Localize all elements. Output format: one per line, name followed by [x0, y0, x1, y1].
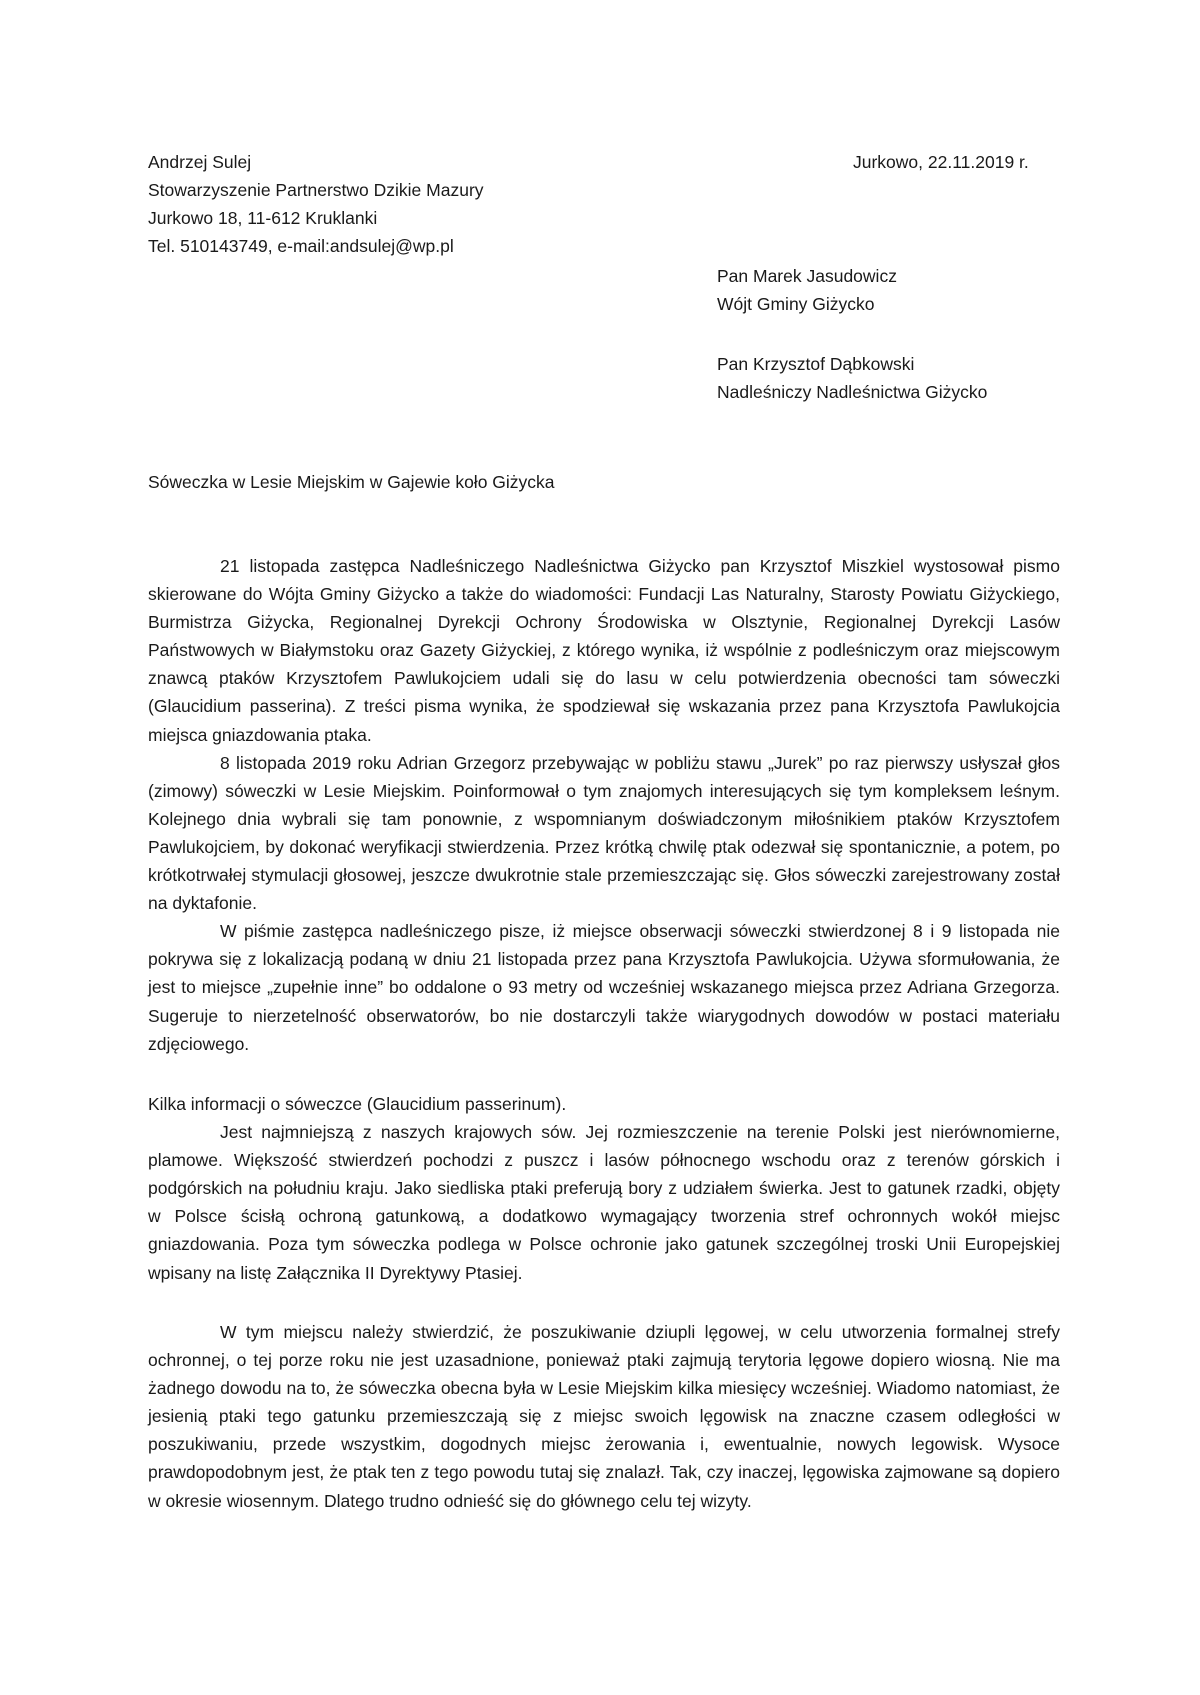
- sender-contact: Tel. 510143749, e-mail:andsulej@wp.pl: [148, 236, 454, 256]
- sender-name: Andrzej Sulej: [148, 152, 252, 172]
- sender-address: Jurkowo 18, 11-612 Kruklanki: [148, 208, 378, 228]
- body-paragraph-1: 21 listopada zastępca Nadleśniczego Nadleśnictwa Giżycko pan Krzysztof Miszkiel wystosował pismo skierowane do Wójta Gminy Giżycko a także do wiadomości: Fundacji Las Naturalny, Starosty Powiatu Giżyckiego, Burmistrza Giżycka, Regionalnej Dyrekcji Ochrony Środowiska w Olsztynie, Regionalnej Dyrekcji Lasów Państwowych w Białymstoku oraz Gazety Giżyckiej, z którego wynika, iż wspólnie z podleśniczym oraz miejscowym znawcą ptaków Krzysztofem Pawlukojciem udali się do lasu w celu potwierdzenia obecności tam sóweczki (Glaucidium passerina). Z treści pisma wynika, że spodziewał się wskazania przez pana Krzysztofa Pawlukojcia miejsca gniazdowania ptaka.: [148, 556, 1060, 745]
- letter-subject: Sóweczka w Lesie Miejskim w Gajewie koło Giżycka: [148, 472, 555, 492]
- body-section-3: [148, 1318, 1060, 1515]
- recipient-1: [717, 262, 897, 318]
- place-date: Jurkowo, 22.11.2019 r.: [853, 152, 1029, 172]
- recipient-title: Wójt Gminy Giżycko: [717, 294, 875, 314]
- recipient-name: Pan Marek Jasudowicz: [717, 266, 897, 286]
- body-section-1: [148, 552, 1060, 1058]
- recipient-title: Nadleśniczy Nadleśnictwa Giżycko: [717, 382, 988, 402]
- sender-organization: Stowarzyszenie Partnerstwo Dzikie Mazury: [148, 180, 484, 200]
- body-paragraph-4: Jest najmniejszą z naszych krajowych sów. Jej rozmieszczenie na terenie Polski jest nierównomierne, plamowe. Większość stwierdzeń pochodzi z puszcz i lasów północnego wschodu oraz z terenów górskich i podgórskich na południu kraju. Jako siedliska ptaki preferują bory z udziałem świerka. Jest to gatunek rzadki, objęty w Polsce ścisłą ochroną gatunkową, a dodatkowo wymagający tworzenia stref ochronnych wokół miejsc gniazdowania. Poza tym sóweczka podlega w Polsce ochronie jako gatunek szczególnej troski Unii Europejskiej wpisany na listę Załącznika II Dyrektywy Ptasiej.: [148, 1122, 1060, 1283]
- body-paragraph-3: W piśmie zastępca nadleśniczego pisze, iż miejsce obserwacji sóweczki stwierdzonej 8 i 9 listopada nie pokrywa się z lokalizacją podaną w dniu 21 listopada przez pana Krzysztofa Pawlukojcia. Używa sformułowania, że jest to miejsce „zupełnie inne” bo oddalone o 93 metry od wcześniej wskazanego miejsca przez Adriana Grzegorza. Sugeruje to nierzetelność obserwatorów, bo nie dostarczyli także wiarygodnych dowodów w postaci materiału zdjęciowego.: [148, 921, 1060, 1054]
- recipient-2: [717, 350, 987, 406]
- body-paragraph-5: W tym miejscu należy stwierdzić, że poszukiwanie dziupli lęgowej, w celu utworzenia formalnej strefy ochronnej, o tej porze roku nie jest uzasadnione, ponieważ ptaki zajmują terytoria lęgowe dopiero wiosną. Nie ma żadnego dowodu na to, że sóweczka obecna była w Lesie Miejskim kilka miesięcy wcześniej. Wiadomo natomiast, że jesienią ptaki tego gatunku przemieszczają się z miejsc swoich lęgowisk na znaczne czasem odległości w poszukiwaniu, przede wszystkim, dogodnych miejsc żerowania i, ewentualnie, nowych legowisk. Wysoce prawdopodobnym jest, że ptak ten z tego powodu tutaj się znalazł. Tak, czy inaczej, lęgowiska zajmowane są dopiero w okresie wiosennym. Dlatego trudno odnieść się do głównego celu tej wizyty.: [148, 1322, 1060, 1511]
- section-heading: Kilka informacji o sóweczce (Glaucidium passerinum).: [148, 1094, 567, 1114]
- sender-block: [148, 148, 484, 260]
- body-section-2: [148, 1090, 1060, 1287]
- recipient-name: Pan Krzysztof Dąbkowski: [717, 354, 915, 374]
- body-paragraph-2: 8 listopada 2019 roku Adrian Grzegorz przebywając w pobliżu stawu „Jurek” po raz pierwszy usłyszał głos (zimowy) sóweczki w Lesie Miejskim. Poinformował o tym znajomych interesujących się tym kompleksem leśnym. Kolejnego dnia wybrali się tam ponownie, z wspomnianym doświadczonym miłośnikiem ptaków Krzysztofem Pawlukojciem, by dokonać weryfikacji stwierdzenia. Przez krótką chwilę ptak odezwał się spontanicznie, a potem, po krótkotrwałej stymulacji głosowej, jeszcze dwukrotnie stale przemieszczając się. Głos sóweczki zarejestrowany został na dyktafonie.: [148, 752, 1060, 914]
